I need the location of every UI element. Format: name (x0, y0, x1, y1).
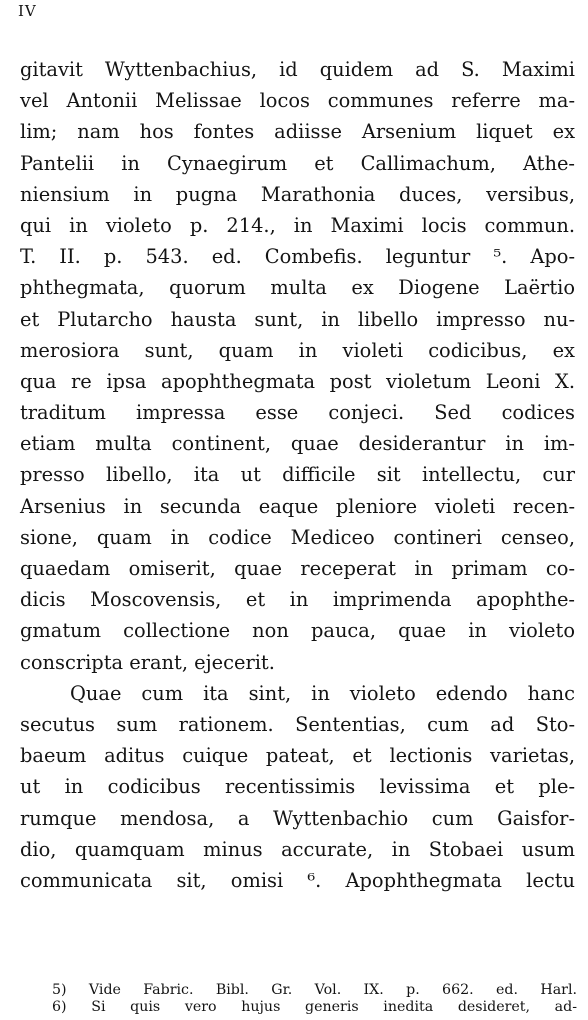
text-line: rumque mendosa, a Wyttenbachio cum Gaisfor- (20, 806, 575, 830)
text-line: phthegmata, quorum multa ex Diogene Laërtio (20, 276, 575, 300)
text-line: conscripta erant, ejecerit. (20, 650, 275, 674)
text-line: qua re ipsa apophthegmata post violetum Leoni X. (20, 369, 575, 393)
body-text (20, 54, 575, 896)
text-line: presso libello, ita ut difficile sit intellectu, cur (20, 463, 575, 487)
text-line: secutus sum rationem. Sententias, cum ad Sto- (20, 712, 575, 736)
text-line: merosiora sunt, quam in violeti codicibus, ex (20, 338, 575, 362)
text-line: baeum aditus cuique pateat, et lectionis varietas, (20, 744, 575, 768)
text-line: ut in codicibus recentissimis levissima et ple- (20, 775, 575, 799)
footnote: 5) Vide Fabric. Bibl. Gr. Vol. IX. p. 662. ed. Harl. (52, 982, 577, 998)
text-line: dicis Moscovensis, et in imprimenda apophthe- (20, 588, 575, 612)
footnote: 6) Si quis vero hujus generis inedita desideret, ad- (52, 999, 577, 1015)
text-line: Pantelii in Cynaegirum et Callimachum, Athe- (20, 151, 575, 175)
text-line: communicata sit, omisi ⁶. Apophthegmata lectu (20, 868, 575, 892)
text-line: gitavit Wyttenbachius, id quidem ad S. Maximi (20, 58, 575, 81)
text-line: qui in violeto p. 214., in Maximi locis commun. (20, 213, 575, 237)
text-line: dio, quamquam minus accurate, in Stobaei usum (20, 837, 575, 861)
text-line: niensium in pugna Marathonia duces, versibus, (20, 182, 575, 206)
text-line: Quae cum ita sint, in violeto edendo hanc (70, 681, 575, 705)
text-line: et Plutarcho hausta sunt, in libello impresso nu- (20, 307, 575, 331)
text-line: etiam multa continent, quae desiderantur in im- (20, 432, 575, 456)
page-number: IV (18, 2, 37, 20)
text-line: vel Antonii Melissae locos communes referre ma- (20, 89, 575, 113)
text-line: quaedam omiserit, quae receperat in primam co- (20, 557, 575, 580)
text-line: gmatum collectione non pauca, quae in violeto (20, 619, 575, 643)
footnotes (52, 982, 577, 1016)
text-line: T. II. p. 543. ed. Combefis. leguntur ⁵. Apo- (20, 245, 575, 269)
text-line: sione, quam in codice Mediceo contineri censeo, (20, 525, 575, 549)
text-line: traditum impressa esse conjeci. Sed codices (20, 401, 575, 425)
text-line: Arsenius in secunda eaque pleniore violeti recen- (20, 494, 575, 518)
text-line: lim; nam hos fontes adiisse Arsenium liquet ex (20, 120, 575, 144)
